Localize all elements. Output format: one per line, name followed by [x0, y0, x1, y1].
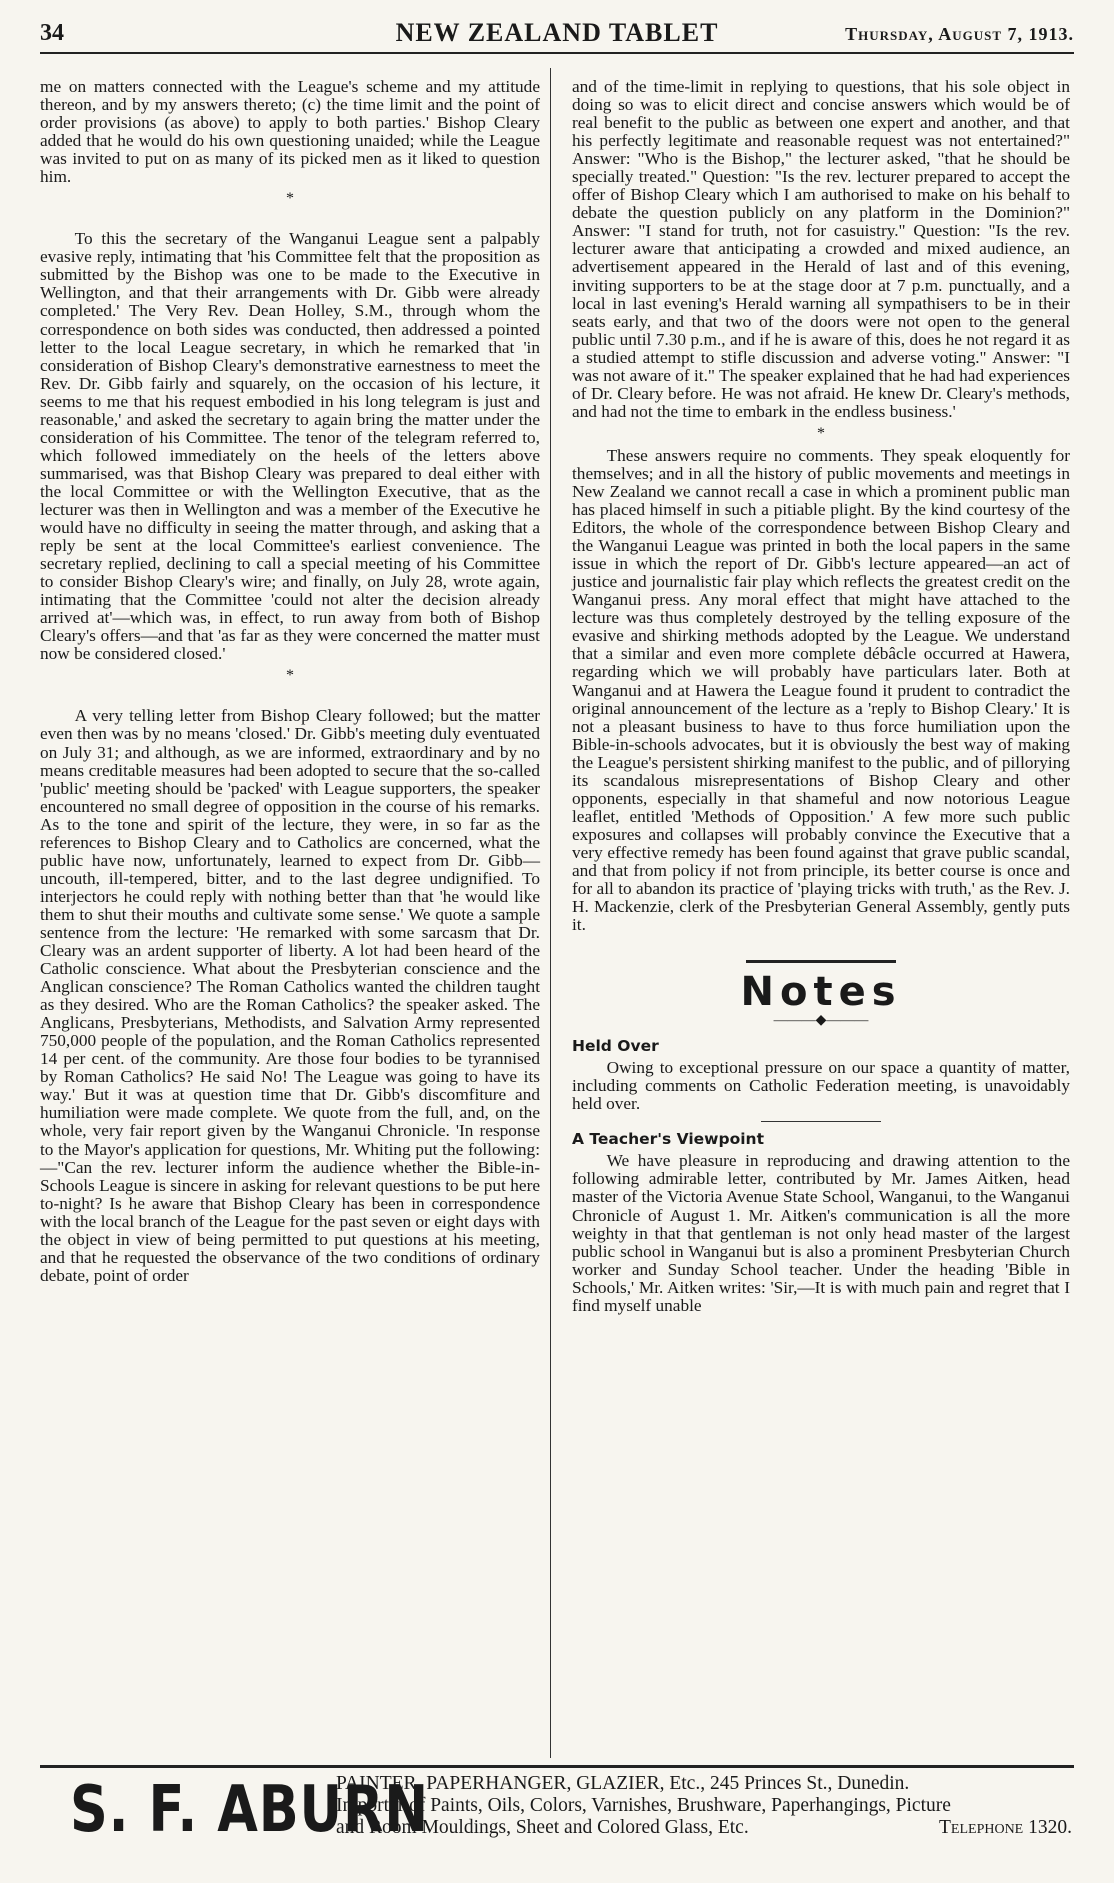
notes-title: Notes — [740, 969, 902, 1016]
paragraph: and of the time-limit in replying to questions, that his sole object in doing so was to elicit direct and concise answers which would be of real benefit to the public as between one expert and another, and that his perfectly legitimate and reasonable request was not entertained?" Answer: "Who is the Bishop," the lecturer asked, "that he should be specially treated." Question: "Is the rev. lecturer prepared to accept the offer of Bishop Cleary which I am authorised to make on his behalf to debate the question publicly on any platform in the Dominion?" Answer: "I stand for truth, not for casuistry." Question: "Is the rev. lecturer aware that anticipating a crowded and mixed audience, an advertisement appeared in the Herald of last and of this evening, inviting supporters to be at the stage door at 7 p.m. punctually, and a local in last evening's Herald warning all sympathisers to be in their seats early, and that two of the doors were not open to the general public until 7.30 p.m., and if he is aware of this, does he not regard it as a studied attempt to stifle discussion and adverse voting." Answer: "I was not aware of it." The speaker explained that he had had experiences of Dr. Cleary before. He was not afraid. He knew Dr. Cleary's methods, and had not the time to embark in the endless business.' — [572, 77, 1070, 421]
advert-line: PAINTER, PAPERHANGER, GLAZIER, Etc., 245 Princes St., Dunedin. — [336, 1773, 910, 1794]
paragraph: These answers require no comments. They speak eloquently for themselves; and in all the history of public movements and meetings in New Zealand we cannot recall a case in which a prominent public man has placed himself in such a pitiable plight. By the kind courtesy of the Editors, the whole of the correspondence between Bishop Cleary and the Wanganui League was printed in both the local papers in the same issue in which the report of Dr. Gibb's lecture appeared—an act of justice and journalistic fair play which reflects the greatest credit on the Wanganui press. Any moral effect that might have attached to the lecture was thus completely destroyed by the telling exposure of the evasive and shirking methods adopted by the League. We understand that a similar and even more complete débâcle occurred at Hawera, regarding which we will probably have particulars later. Both at Wanganui and at Hawera the League found it prudent to contradict the original announcement of the lecture as a 'reply to Bishop Cleary.' It is not a pleasant business to have to thus force humiliation upon the Bible-in-schools advocates, but it is obviously the best way of making the League's persistent shirking manifest to the public, and of pillorying its scandalous misrepresentations of Bishop Cleary and other opponents, especially in that shameful and now notorious League leaflet, entitled 'Methods of Opposition.' A few more such public exposures and collapses will probably convince the Executive that a very effective remedy has been found against that grave public scandal, and that from policy if not from principle, its better course is once and for all to abandon its practice of 'playing tricks with truth,' as the Rev. J. H. Mackenzie, clerk of the Presbyterian General Assembly, gently puts it. — [572, 445, 1070, 935]
paragraph: Owing to exceptional pressure on our space a quantity of matter, including comments on Catholic Federation meeting, is unavoidably held over. — [572, 1058, 1070, 1114]
advert-telephone: Telephone 1320. — [939, 1817, 1072, 1838]
divider — [761, 1121, 881, 1122]
section-star: * — [286, 667, 294, 685]
advert-line-part: and Room Mouldings, Sheet and Colored Glass, Etc. — [336, 1817, 749, 1838]
right-column — [572, 78, 1070, 1315]
left-column — [40, 78, 540, 1285]
section-star: * — [286, 190, 294, 208]
newspaper-title: NEW ZEALAND TABLET — [395, 18, 719, 47]
held-over-heading: Held Over — [572, 1037, 659, 1056]
advert-text — [336, 1773, 1072, 1839]
notes-ornament: ———◆——— — [773, 1013, 869, 1029]
advert-line: Importer of Paints, Oils, Colors, Varnishes, Brushware, Paperhangings, Picture — [336, 1795, 951, 1816]
advert-line — [336, 1817, 1072, 1839]
issue-date: Thursday, August 7, 1913. — [845, 24, 1074, 44]
teacher-viewpoint-heading: A Teacher's Viewpoint — [572, 1130, 764, 1149]
advert-name: S. F. ABURN — [70, 1773, 429, 1847]
page-number: 34 — [40, 20, 64, 46]
paragraph: We have pleasure in reproducing and drawing attention to the following admirable letter, contributed by Mr. James Aitken, head master of the Victoria Avenue State School, Wanganui, to the Wanganui Chronicle of August 1. Mr. Aitken's communication is all the more weighty in that that gentleman is not only head master of the largest public school in Wanganui but is also a prominent Presbyterian Church worker and Sunday School teacher. Under the heading 'Bible in Schools,' Mr. Aitken writes: 'Sir,—It is with much pain and regret that I find myself unable — [572, 1151, 1070, 1315]
paragraph: me on matters connected with the League's scheme and my attitude thereon, and by my answers thereto; (c) the time limit and the point of order provisions (as above) to apply to both parties.' Bishop Cleary added that he would do his own questioning unaided; while the League was invited to put on as many of its picked men as it liked to question him. — [40, 77, 540, 187]
advert-rule — [40, 1765, 1074, 1768]
paragraph: A very telling letter from Bishop Cleary followed; but the matter even then was by no means 'closed.' Dr. Gibb's meeting duly eventuated on July 31; and although, as we are informed, extraordinary and by no means creditable measures had been adopted to secure that the so-called 'public' meeting should be 'packed' with League supporters, the speaker encountered no small degree of opposition in the course of his remarks. As to the tone and spirit of the lecture, they were, in so far as the references to Bishop Cleary and to Catholics are concerned, what the public have now, unfortunately, learned to expect from Dr. Gibb—uncouth, ill-tempered, bitter, and to the last degree undignified. To interjectors he could reply with nothing better than that 'he would like them to shut their mouths and cultivate some sense.' We quote a sample sentence from the lecture: 'He remarked with some sarcasm that Dr. Cleary was an ardent supporter of liberty. A lot had been heard of the Catholic conscience. What about the Presbyterian conscience and the Anglican conscience? The Roman Catholics wanted the children taught as they desired. Who are the Roman Catholics? the speaker asked. The Anglicans, Presbyterians, Methodists, and Salvation Army represented 750,000 people of the population, and the Roman Catholics represented 14 per cent. of the community. Are those four bodies to be tyrannised by Roman Catholics? He said No! The League was going to have its way.' But it was at question time that Dr. Gibb's discomfiture and humiliation were made complete. We quote from the full, and, on the whole, very fair report given by the Wanganui Chronicle. 'In response to the Mayor's application for questions, Mr. Whiting put the following:—"Can the rev. lecturer inform the audience whether the Bible-in-Schools League is sincere in asking for relevant questions to be put here to-night? Is he aware that Bishop Cleary has been in correspondence with the local branch of the League for the past seven or eight days with the object in view of being permitted to put questions at his meeting, and that he requested the observance of the two conditions of ordinary debate, point of order — [40, 706, 540, 1285]
notes-section-header — [572, 960, 1070, 1029]
masthead — [40, 18, 1074, 54]
paragraph: To this the secretary of the Wanganui League sent a palpably evasive reply, intimating that 'his Committee felt that the proposition as submitted by the Bishop was one to be made to the Executive in Wellington, and that their arrangements with Dr. Gibb were already completed.' The Very Rev. Dean Holley, S.M., through whom the correspondence on both sides was conducted, then addressed a pointed letter to the local League secretary, in which he remarked that 'in consideration of Bishop Cleary's demonstrative earnestness to meet the Rev. Dr. Gibb fairly and squarely, on the occasion of his lecture, it seems to me that his request embodied in his long telegram is just and reasonable,' and asked the secretary to again bring the matter under the consideration of his Committee. The tenor of the telegram referred to, which followed immediately on the heels of the letters above summarised, was that Bishop Cleary was prepared to deal either with the local Committee or with the Wellington Executive, that as the lecturer was then in Wellington and was a member of the Executive he would have no difficulty in seeing the matter through, and asking that a reply be sent at the local Committee's earliest convenience. The secretary replied, declining to call a special meeting of his Committee to consider Bishop Cleary's wire; and finally, on July 28, wrote again, intimating that the Committee 'could not alter the decision already arrived at'—which was, in effect, to run away from both of Bishop Cleary's offers—and that 'as far as they were concerned the matter must now be considered closed.' — [40, 229, 540, 664]
column-divider — [550, 68, 551, 1758]
section-star: * — [817, 424, 825, 442]
notes-top-rule — [746, 960, 896, 963]
